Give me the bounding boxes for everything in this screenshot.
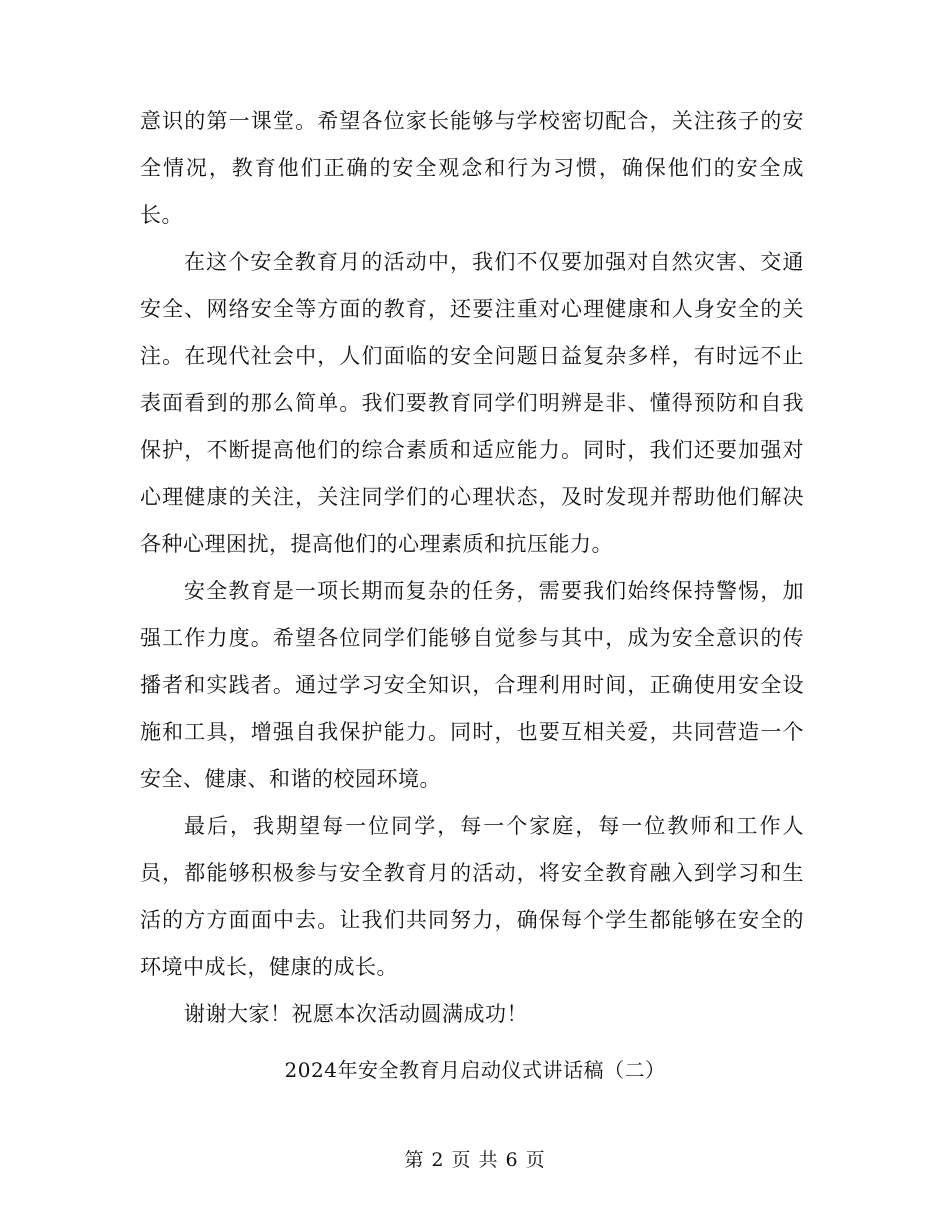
- paragraph: 在这个安全教育月的活动中，我们不仅要加强对自然灾害、交通安全、网络安全等方面的教育，还要注重对心理健康和人身安全的关注。在现代社会中，人们面临的安全问题日益复杂多样，有时远不止表面看到的那么简单。我们要教育同学们明辨是非、懂得预防和自我保护，不断提高他们的综合素质和适应能力。同时，我们还要加强对心理健康的关注，关注同学们的心理状态，及时发现并帮助他们解决各种心理困扰，提高他们的心理素质和抗压能力。: [140, 250, 804, 556]
- paragraph: 谢谢大家！祝愿本次活动圆满成功！: [184, 1002, 528, 1026]
- paragraph: 安全教育是一项长期而复杂的任务，需要我们始终保持警惕，加强工作力度。希望各位同学们能够自觉参与其中，成为安全意识的传播者和实践者。通过学习安全知识，合理利用时间，正确使用安全设施和工具，增强自我保护能力。同时，也要互相关爱，共同营造一个安全、健康、和谐的校园环境。: [140, 579, 804, 791]
- paragraph: 意识的第一课堂。希望各位家长能够与学校密切配合，关注孩子的安全情况，教育他们正确的安全观念和行为习惯，确保他们的安全成长。: [140, 109, 804, 227]
- paragraph: 最后，我期望每一位同学，每一个家庭，每一位教师和工作人员，都能够积极参与安全教育月的活动，将安全教育融入到学习和生活的方方面面中去。让我们共同努力，确保每个学生都能够在安全的环境中成长，健康的成长。: [140, 814, 804, 979]
- document-body: [140, 98, 804, 1038]
- page-number-footer: 第 2 页 共 6 页: [404, 1149, 546, 1171]
- next-section-title: 2024年安全教育月启动仪式讲话稿（二）: [284, 1058, 666, 1082]
